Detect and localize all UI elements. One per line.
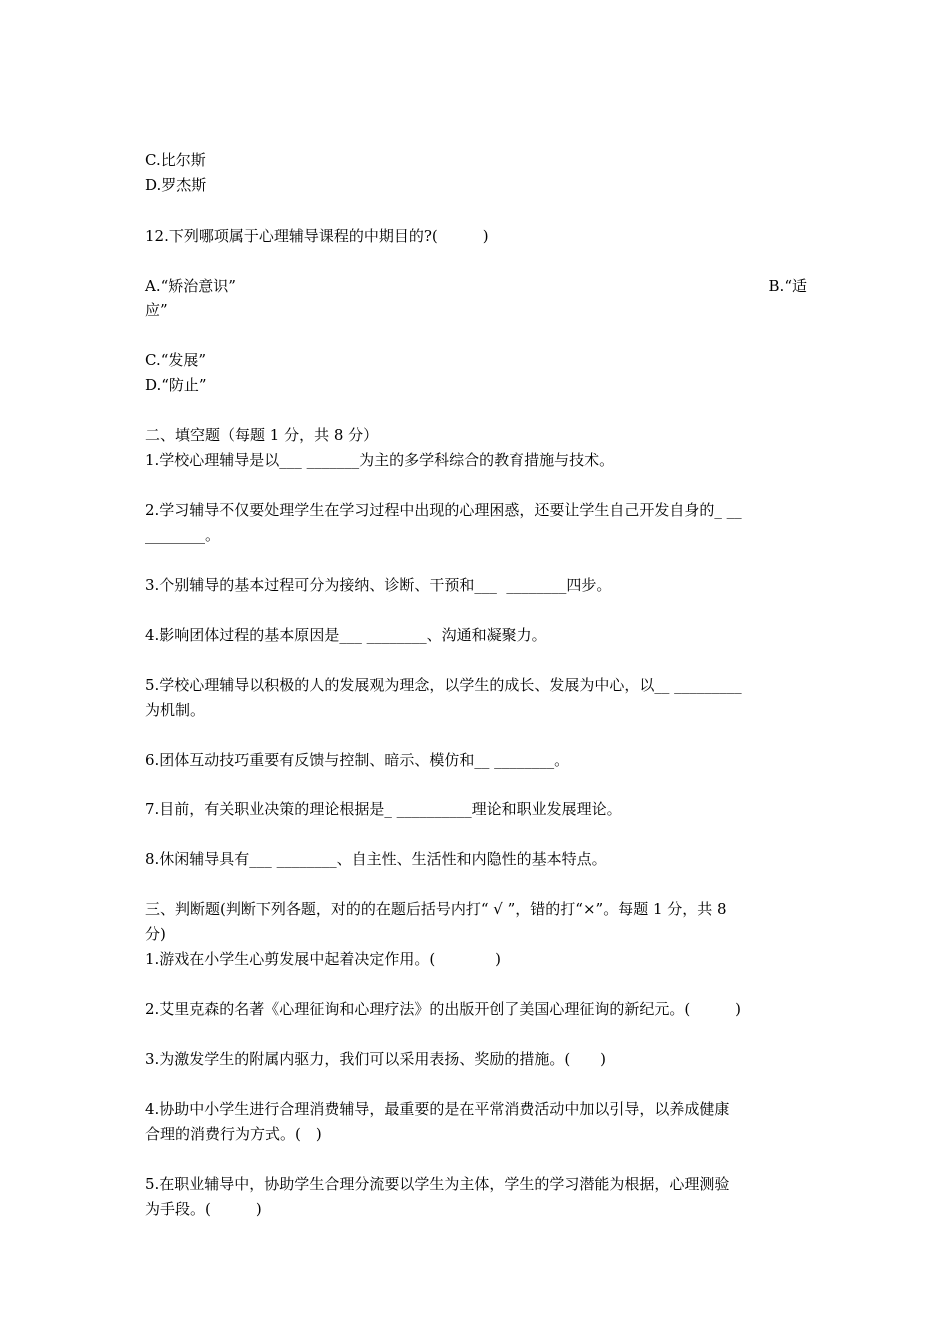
fill-blank-2-line1: 2.学习辅导不仅要处理学生在学习过程中出现的心理困惑，还要让学生自己开发自身的_ __ <box>145 501 742 519</box>
fill-blank-3: 3.个别辅导的基本过程可分为接纳、诊断、干预和___ ________四步。 <box>145 576 612 594</box>
true-false-4-line1: 4.协助中小学生进行合理消费辅导，最重要的是在平常消费活动中加以引导，以养成健康 <box>145 1100 730 1118</box>
section-2-heading: 二、填空题（每题 1 分，共 8 分） <box>145 426 379 444</box>
q12-option-d: D.“防止” <box>145 376 207 394</box>
option-d: D.罗杰斯 <box>145 176 207 194</box>
true-false-5-line2: 为手段。( ) <box>145 1200 262 1218</box>
q12-option-b-part1: B.“适 <box>768 277 807 295</box>
fill-blank-4: 4.影响团体过程的基本原因是___ ________、沟通和凝聚力。 <box>145 626 547 644</box>
fill-blank-6: 6.团体互动技巧重要有反馈与控制、暗示、模仿和__ ________。 <box>145 751 570 769</box>
fill-blank-5-line2: 为机制。 <box>145 701 206 719</box>
section-3-heading-line1: 三、判断题(判断下列各题，对的的在题后括号内打“ √ ”，错的打“×”。每题 1 分，共 8 <box>145 900 727 918</box>
q12-option-b-part2: 应” <box>145 301 168 319</box>
fill-blank-2-line2: ________。 <box>145 526 221 544</box>
fill-blank-1: 1.学校心理辅导是以___ _______为主的多学科综合的教育措施与技术。 <box>145 451 615 469</box>
true-false-4-line2: 合理的消费行为方式。( ) <box>145 1125 322 1143</box>
fill-blank-5-line1: 5.学校心理辅导以积极的人的发展观为理念，以学生的成长、发展为中心，以__ _________ <box>145 676 742 694</box>
fill-blank-8: 8.休闲辅导具有___ ________、自主性、生活性和内隐性的基本特点。 <box>145 850 607 868</box>
true-false-1: 1.游戏在小学生心剪发展中起着决定作用。( ) <box>145 950 502 968</box>
true-false-2: 2.艾里克森的名著《心理征询和心理疗法》的出版开创了美国心理征询的新纪元。( ) <box>145 1000 742 1018</box>
fill-blank-7: 7.目前，有关职业决策的理论根据是_ __________理论和职业发展理论。 <box>145 800 622 818</box>
true-false-5-line1: 5.在职业辅导中，协助学生合理分流要以学生为主体，学生的学习潜能为根据，心理测验 <box>145 1175 730 1193</box>
true-false-3: 3.为激发学生的附属内驱力，我们可以采用表扬、奖励的措施。( ) <box>145 1050 607 1068</box>
q12-option-c: C.“发展” <box>145 351 207 369</box>
question-12-stem: 12.下列哪项属于心理辅导课程的中期目的?( ) <box>145 227 489 245</box>
option-c: C.比尔斯 <box>145 151 206 169</box>
q12-option-a: A.“矫治意识” <box>145 277 236 295</box>
section-3-heading-line2: 分) <box>145 925 166 943</box>
